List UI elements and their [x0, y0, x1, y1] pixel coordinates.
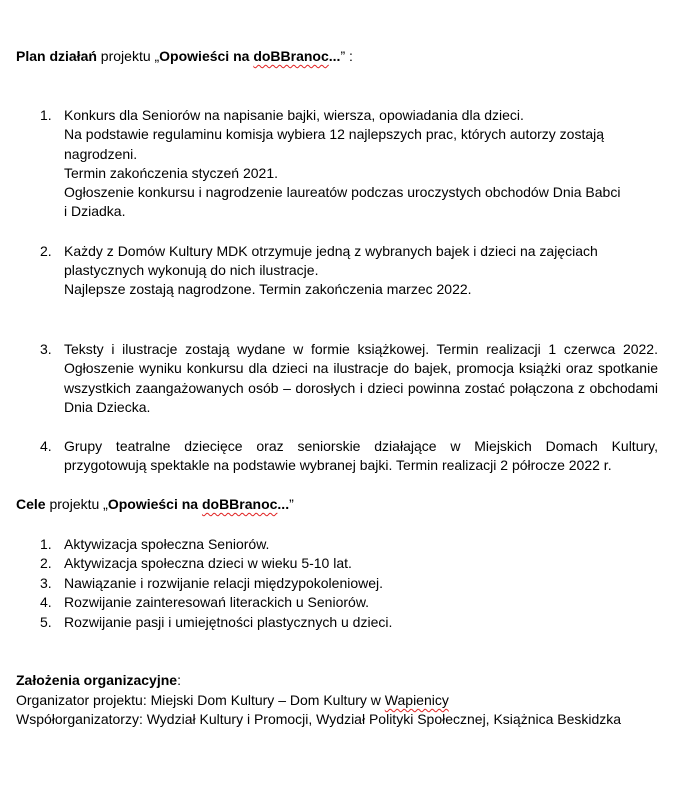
goal-item: Rozwijanie zainteresowań literackich u Seniorów. — [64, 594, 370, 610]
goal-item: Nawiązanie i rozwijanie relacji międzypokoleniowej. — [64, 575, 384, 591]
plan-item-text: wszystkich zaangażowanych osób – dorosłych i dzieci powinna zostać połączona z obchodami — [64, 380, 658, 396]
organizer-line: Organizator projektu: Miejski Dom Kultury – Dom Kultury w Wapienicy — [16, 692, 449, 708]
goal-item: Aktywizacja społeczna Seniorów. — [64, 536, 270, 552]
plan-item-text: i Dziadka. — [64, 203, 126, 219]
organization-heading: Założenia organizacyjne: — [16, 672, 181, 688]
plan-item-text: przygotowują spektakle na podstawie wybranej bajki. Termin realizacji 2 półrocze 2022 r. — [64, 457, 612, 473]
list-number: 5. — [40, 614, 52, 630]
plan-item-text: plastycznych wykonują do nich ilustracje. — [64, 262, 319, 278]
plan-item-text: Na podstawie regulaminu komisja wybiera 12 najlepszych prac, których autorzy zostają — [64, 126, 605, 142]
spellcheck-flagged-word[interactable]: doBBranoc — [201, 496, 278, 512]
plan-item-text: Teksty i ilustracje zostają wydane w formie książkowej. Termin realizacji 1 czerwca 2022. — [64, 341, 658, 357]
list-number: 4. — [40, 594, 52, 610]
goal-item: Rozwijanie pasji i umiejętności plastycznych u dzieci. — [64, 614, 393, 630]
spellcheck-flagged-word[interactable]: doBBranoc — [253, 48, 329, 64]
spellcheck-flagged-word[interactable]: Wapienicy — [384, 692, 449, 708]
co-organizers-line: Współorganizatorzy: Wydział Kultury i Promocji, Wydział Polityki Społecznej, Książnica Beskidzka — [16, 711, 622, 727]
list-number: 3. — [40, 575, 52, 591]
goal-item: Aktywizacja społeczna dzieci w wieku 5-10 lat. — [64, 555, 352, 571]
list-number: 2. — [40, 243, 52, 259]
list-number: 4. — [40, 438, 52, 454]
plan-heading: Plan działań projektu „Opowieści na doBBranoc...” : — [16, 48, 353, 64]
plan-item-text: Grupy teatralne dziecięce oraz seniorskie działające w Miejskich Domach Kultury, — [64, 438, 658, 454]
plan-item-text: Konkurs dla Seniorów na napisanie bajki, wiersza, opowiadania dla dzieci. — [64, 107, 524, 123]
plan-item-text: Dnia Dziecka. — [64, 399, 151, 415]
list-number: 1. — [40, 107, 52, 123]
plan-item-text: Ogłoszenie konkursu i nagrodzenie laureatów podczas uroczystych obchodów Dnia Babci — [64, 184, 621, 200]
list-number: 2. — [40, 555, 52, 571]
plan-item-text: Każdy z Domów Kultury MDK otrzymuje jedną z wybranych bajek i dzieci na zajęciach — [64, 243, 598, 259]
plan-item-text: Ogłoszenie wyniku konkursu dla dzieci na ilustracje do bajek, promocja książki oraz spotkanie — [64, 360, 658, 376]
plan-item-text: nagrodzeni. — [64, 146, 138, 162]
list-number: 3. — [40, 341, 52, 357]
goals-heading: Cele projektu „Opowieści na doBBranoc...” — [16, 496, 294, 512]
plan-item-text: Najlepsze zostają nagrodzone. Termin zakończenia marzec 2022. — [64, 281, 472, 297]
plan-heading-bold: Plan działań — [16, 48, 97, 64]
plan-item-text: Termin zakończenia styczeń 2021. — [64, 165, 278, 181]
list-number: 1. — [40, 536, 52, 552]
